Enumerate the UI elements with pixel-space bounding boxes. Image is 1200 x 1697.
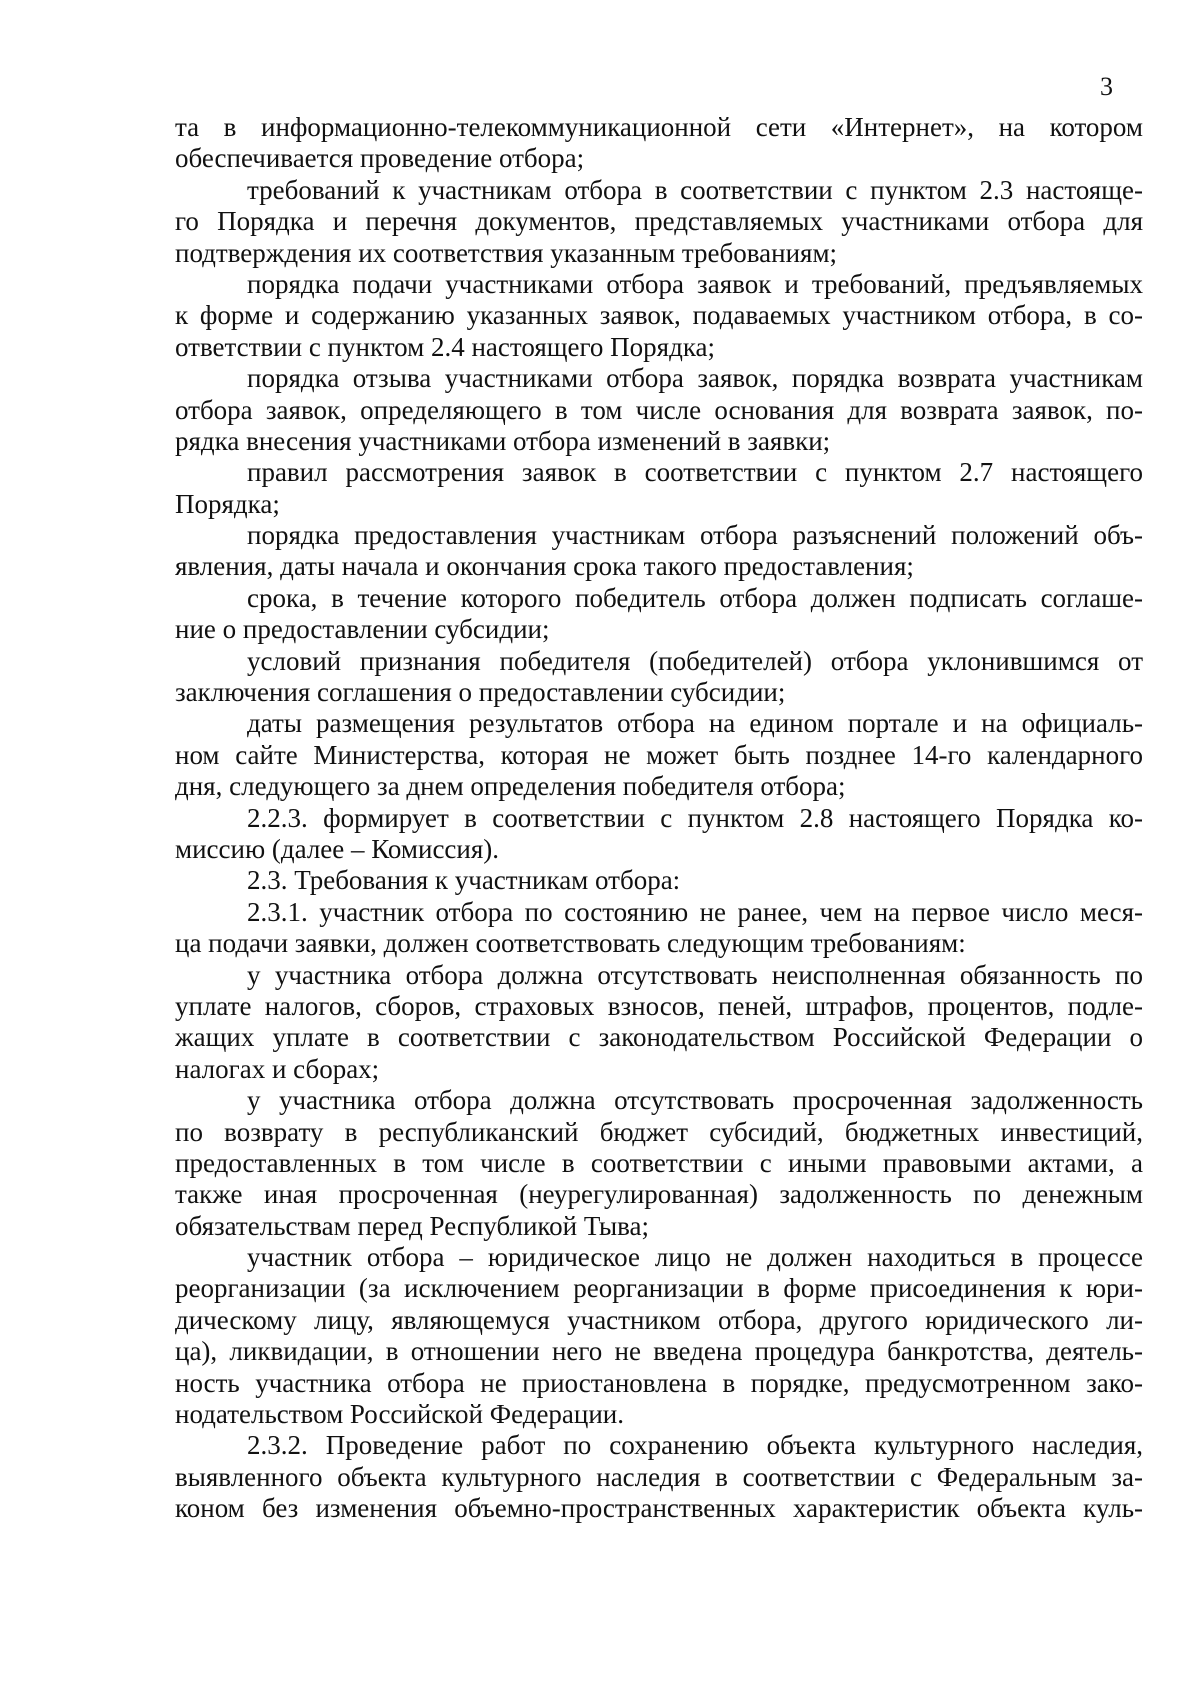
- text-line: налогах и сборах;: [175, 1053, 380, 1084]
- text-line: порядка предоставления участникам отбора разъяснений положений объ-: [247, 520, 1143, 551]
- text-line: даты размещения результатов отбора на едином портале и на официаль-: [247, 708, 1143, 739]
- text-line: Порядка;: [175, 488, 280, 519]
- text-line: по возврату в республиканский бюджет субсидий, бюджетных инвестиций,: [175, 1116, 1143, 1147]
- text-line: ответствии с пунктом 2.4 настоящего Порядка;: [175, 331, 716, 362]
- text-line: у участника отбора должна отсутствовать просроченная задолженность: [247, 1085, 1143, 1116]
- text-line: участник отбора – юридическое лицо не должен находиться в процессе: [247, 1242, 1143, 1273]
- text-line: 2.3.1. участник отбора по состоянию не ранее, чем на первое число меся-: [247, 896, 1143, 927]
- text-line: ность участника отбора не приостановлена в порядке, предусмотренном зако-: [175, 1367, 1143, 1398]
- text-line: рядка внесения участниками отбора изменений в заявки;: [175, 425, 831, 456]
- text-line: 2.2.3. формирует в соответствии с пунктом 2.8 настоящего Порядка ко-: [247, 802, 1143, 833]
- text-line: порядка отзыва участниками отбора заявок, порядка возврата участникам: [247, 363, 1143, 394]
- text-line: у участника отбора должна отсутствовать неисполненная обязанность по: [247, 959, 1143, 990]
- text-line: ние о предоставлении субсидии;: [175, 614, 550, 645]
- text-line: жащих уплате в соответствии с законодательством Российской Федерации о: [175, 1022, 1143, 1053]
- text-line: выявленного объекта культурного наследия в соответствии с Федеральным за-: [175, 1461, 1143, 1492]
- text-line: нодательством Российской Федерации.: [175, 1399, 625, 1430]
- text-line: подтверждения их соответствия указанным требованиям;: [175, 237, 838, 268]
- text-line: ном сайте Министерства, которая не может быть позднее 14-го календарного: [175, 739, 1143, 770]
- text-line: явления, даты начала и окончания срока такого предоставления;: [175, 551, 914, 582]
- text-line: коном без изменения объемно-пространственных характеристик объекта куль-: [175, 1493, 1143, 1524]
- text-line: порядка подачи участниками отбора заявок и требований, предъявляемых: [247, 268, 1143, 299]
- text-line: реорганизации (за исключением реорганизации в форме присоединения к юри-: [175, 1273, 1143, 1304]
- text-line: 2.3. Требования к участникам отбора:: [247, 865, 681, 896]
- text-line: заключения соглашения о предоставлении субсидии;: [175, 677, 786, 708]
- text-line: та в информационно-телекоммуникационной сети «Интернет», на котором: [175, 112, 1143, 142]
- text-line: дня, следующего за днем определения победителя отбора;: [175, 771, 846, 802]
- text-line: го Порядка и перечня документов, представляемых участниками отбора для: [175, 206, 1143, 237]
- text-line: к форме и содержанию указанных заявок, подаваемых участником отбора, в со-: [175, 300, 1143, 331]
- document-body: [175, 112, 1143, 1525]
- text-line: правил рассмотрения заявок в соответствии с пунктом 2.7 настоящего: [247, 457, 1143, 488]
- text-line: также иная просроченная (неурегулированная) задолженность по денежным: [175, 1179, 1143, 1210]
- page-number: 3: [1100, 72, 1113, 101]
- text-line: уплате налогов, сборов, страховых взносов, пеней, штрафов, процентов, подле-: [175, 990, 1143, 1021]
- text-line: ца), ликвидации, в отношении него не введена процедура банкротства, деятель-: [175, 1336, 1143, 1367]
- text-line: обязательствам перед Республикой Тыва;: [175, 1210, 650, 1241]
- text-line: обеспечивается проведение отбора;: [175, 143, 585, 174]
- text-line: условий признания победителя (победителей) отбора уклонившимся от: [247, 645, 1143, 676]
- text-line: отбора заявок, определяющего в том числе основания для возврата заявок, по-: [175, 394, 1143, 425]
- text-line: предоставленных в том числе в соответствии с иными правовыми актами, а: [175, 1147, 1143, 1178]
- text-line: ца подачи заявки, должен соответствовать следующим требованиям:: [175, 928, 966, 959]
- text-line: требований к участникам отбора в соответствии с пунктом 2.3 настояще-: [247, 174, 1143, 205]
- text-line: срока, в течение которого победитель отбора должен подписать соглаше-: [247, 582, 1143, 613]
- text-line: миссию (далее – Комиссия).: [175, 833, 500, 864]
- text-line: 2.3.2. Проведение работ по сохранению объекта культурного наследия,: [247, 1430, 1143, 1461]
- text-line: дическому лицу, являющемуся участником отбора, другого юридического ли-: [175, 1304, 1143, 1335]
